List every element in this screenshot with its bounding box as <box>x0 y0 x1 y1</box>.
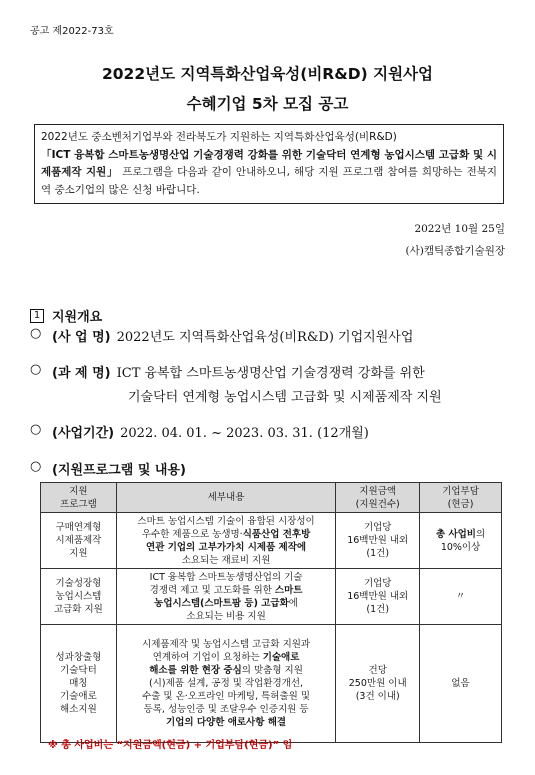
cell-amount: 건당 250만원 이내 (3건 이내) <box>336 625 420 743</box>
intro-box <box>34 124 504 204</box>
item-value: ICT 융복합 스마트농생명산업 기술경쟁력 강화를 위한 <box>116 366 425 381</box>
circle-bullet-icon: ○ <box>30 422 42 437</box>
intro-text-2: 프로그램을 다음과 같이 안내하오니, 해당 지원 프로그램 참여를 희망하는 전북지역 중소기업의 많은 신청 바랍니다. <box>41 166 497 196</box>
section-number-box: 1 <box>30 309 44 323</box>
item-task-name <box>30 362 425 381</box>
document-title: 2022년도 지역특화산업육성(비R&D) 지원사업 <box>101 65 433 83</box>
cell-program: 기술성장형 농업시스템 고급화 지원 <box>41 569 117 625</box>
item-value: 2022. 04. 01. ~ 2023. 03. 31. (12개월) <box>120 426 369 441</box>
cell-amount: 기업당 16백만원 내외 (1건) <box>336 513 420 569</box>
section-title: 지원개요 <box>52 310 103 325</box>
notice-number: 공고 제2022-73호 <box>30 26 114 37</box>
table-row <box>41 513 502 569</box>
circle-bullet-icon: ○ <box>30 362 42 377</box>
table-row <box>41 569 502 625</box>
cell-burden: 〃 <box>420 569 502 625</box>
header-burden: 기업부담 (현금) <box>420 483 502 513</box>
document-subtitle: 수혜기업 5차 모집 공고 <box>186 95 349 113</box>
item-business-name <box>30 326 413 345</box>
circle-bullet-icon: ○ <box>30 326 42 341</box>
circle-bullet-icon: ○ <box>30 459 42 474</box>
cell-program: 성과창출형 기술닥터 매칭 기술애로 해소지원 <box>41 625 117 743</box>
cell-detail: 시제품제작 및 농업시스템 고급화 지원과 연계하여 기업이 요청하는 기술애로 해소를 위한 현장 중심의 맞춤형 지원 (시)제품 설계, 공정 및 작업환경개선, 수출 및 온·오프라인 마케팅, 특허출원 및 등록, 성능인증 및 조달우수 인증지원 등 기업의 다양한 애로사항 해결 <box>116 625 335 743</box>
cell-detail: 스마트 농업시스템 기술이 융합된 시장성이 우수한 제품으로 농생명·식품산업 전후방 연관 기업의 고부가가치 시제품 제작에 소요되는 재료비 지원 <box>116 513 335 569</box>
table-row <box>41 625 502 743</box>
program-table <box>40 482 502 743</box>
item-key: (사업기간) <box>52 426 115 441</box>
table-footnote: ※ 총 사업비는 “지원금액(현금) + 기업부담(현금)” 임 <box>48 740 293 751</box>
announcement-date: 2022년 10월 25일 <box>414 223 505 235</box>
intro-program-name: 「ICT 융복합 스마트농생명산업 기술경쟁력 강화를 위한 기술닥터 연계형 농업시스템 고급화 및 시제품제작 지원」 <box>41 148 497 178</box>
issuing-organization: (사)캠틱종합기술원장 <box>405 245 505 257</box>
item-key: (사 업 명) <box>52 330 111 345</box>
item-program <box>30 459 192 478</box>
section-heading <box>30 306 102 325</box>
cell-program: 구매연계형 시제품제작 지원 <box>41 513 117 569</box>
item-period <box>30 422 369 441</box>
item-value: 2022년도 지역특화산업육성(비R&D) 기업지원사업 <box>116 330 414 345</box>
item-key: (과 제 명) <box>52 366 111 381</box>
header-program: 지원 프로그램 <box>41 483 117 513</box>
item-key: (지원프로그램 및 내용) <box>52 463 186 478</box>
cell-detail: ICT 융복합 스마트농생명산업의 기술 경쟁력 제고 및 고도화를 위한 스마트 농업시스템(스마트팜 등) 고급화에 소요되는 비용 지원 <box>116 569 335 625</box>
item-value-continued: 기술닥터 연계형 농업시스템 고급화 및 시제품제작 지원 <box>128 390 442 405</box>
cell-burden: 없음 <box>420 625 502 743</box>
intro-text-1: 2022년도 중소벤처기업부와 전라북도가 지원하는 지역특화산업육성(비R&D) <box>41 131 397 143</box>
table-header-row <box>41 483 502 513</box>
header-detail: 세부내용 <box>116 483 335 513</box>
cell-burden: 총 사업비의 10%이상 <box>420 513 502 569</box>
cell-amount: 기업당 16백만원 내외 (1건) <box>336 569 420 625</box>
header-amount: 지원금액 (지원건수) <box>336 483 420 513</box>
